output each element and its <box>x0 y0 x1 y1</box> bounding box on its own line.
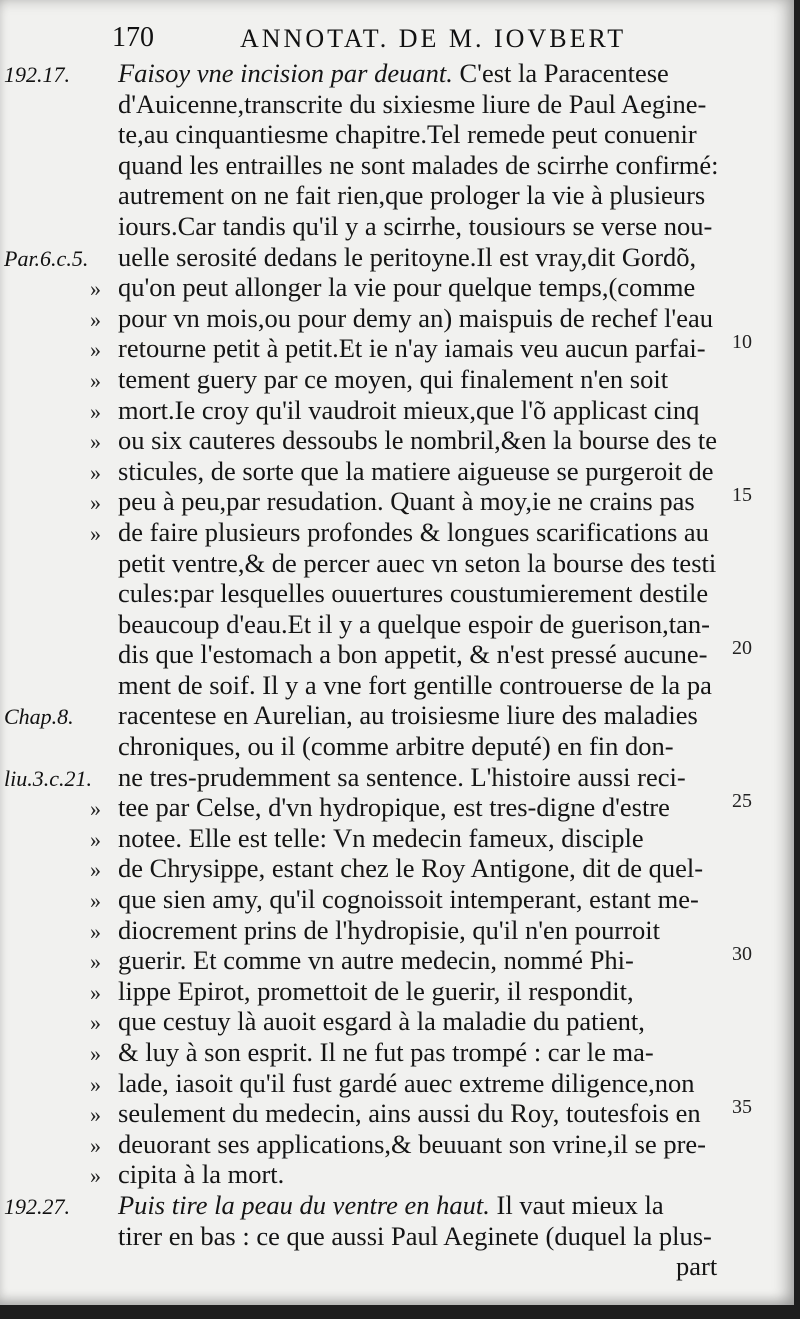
line-text: beaucoup d'eau.Et il y a quelque espoir de guerison,tan- <box>118 608 710 639</box>
text-line <box>0 89 794 120</box>
quote-mark: » <box>90 490 101 516</box>
text-line <box>0 823 794 854</box>
line-text: part <box>676 1251 718 1282</box>
quote-mark: » <box>90 520 101 546</box>
text-line <box>0 762 794 793</box>
quote-mark: » <box>90 796 101 822</box>
text-line <box>0 1098 794 1129</box>
lemma: Puis tire la peau du ventre en haut. <box>118 1189 490 1220</box>
running-title: ANNOTAT. DE M. IOVBERT <box>240 24 627 53</box>
line-text: ne tres-prudemment sa sentence. L'histoire aussi reci- <box>118 761 686 792</box>
line-text: pour vn mois,ou pour demy an) maispuis de rechef l'eau <box>118 302 713 333</box>
quote-mark: » <box>90 1071 101 1097</box>
line-text: cipita à la mort. <box>118 1159 285 1190</box>
text-line <box>0 1006 794 1037</box>
lemma: Faisoy vne incision par deuant. <box>118 58 453 88</box>
line-text: Faisoy vne incision par deuant. C'est la Paracentese <box>118 58 669 88</box>
text-line <box>0 639 794 670</box>
margin-reference: liu.3.c.21. <box>4 765 92 791</box>
quote-mark: » <box>90 1132 101 1158</box>
quote-mark: » <box>90 888 101 914</box>
line-text: tirer en bas : ce que aussi Paul Aeginete (duquel la plus- <box>118 1220 712 1251</box>
line-text: autrement on ne fait rien,que prologer la vie à plusieurs <box>118 180 706 211</box>
quote-mark: » <box>90 949 101 975</box>
line-text: petit ventre,& de percer auec vn seton la bourse des testi <box>118 547 717 578</box>
quote-mark: » <box>90 429 101 455</box>
text-line <box>0 333 794 364</box>
quote-mark: » <box>90 1102 101 1128</box>
line-text: guerir. Et comme vn autre medecin, nommé Phi- <box>118 945 634 976</box>
line-text: retourne petit à petit.Et ie n'ay iamais veu aucun parfai- <box>118 333 706 364</box>
text-line <box>0 1068 794 1099</box>
line-text: iours.Car tandis qu'il y a scirrhe, tousiours se verse nou- <box>118 210 713 241</box>
line-number: 15 <box>732 484 752 507</box>
line-text: que sien amy, qu'il cognoissoit intemperant, estant me- <box>118 884 699 915</box>
margin-reference: Par.6.c.5. <box>4 245 89 271</box>
text-line <box>0 395 794 426</box>
text-line <box>0 731 794 762</box>
text-line <box>0 792 794 823</box>
text-line <box>0 670 794 701</box>
text-line <box>0 1251 794 1282</box>
line-text: quand les entrailles ne sont malades de scirrhe confirmé: <box>118 149 719 180</box>
text-line <box>0 700 794 731</box>
text-line <box>0 884 794 915</box>
line-text: lade, iasoit qu'il fust gardé auec extreme diligence,non <box>118 1067 695 1098</box>
quote-mark: » <box>90 1163 101 1189</box>
page-number: 170 <box>112 22 154 53</box>
line-text: cules:par lesquelles ouuertures coustumierement destile <box>118 578 709 609</box>
text-line <box>0 976 794 1007</box>
margin-reference: 192.17. <box>4 62 70 87</box>
line-text: notee. Elle est telle: Vn medecin fameux, disciple <box>118 822 644 853</box>
line-number: 25 <box>732 790 752 813</box>
text-line <box>0 119 794 150</box>
quote-mark: » <box>90 918 101 944</box>
text-line <box>0 272 794 303</box>
quote-mark: » <box>90 459 101 485</box>
line-text: deuorant ses applications,& beuuant son vrine,il se pre- <box>118 1128 706 1159</box>
line-text: que cestuy là auoit esgard à la maladie du patient, <box>118 1006 645 1037</box>
line-text: sticules, de sorte que la matiere aigueuse se purgeroit de <box>118 455 714 486</box>
line-number: 20 <box>732 637 752 660</box>
line-text: Puis tire la peau du ventre en haut. Il vaut mieux la <box>118 1189 664 1220</box>
quote-mark: » <box>90 398 101 424</box>
text-line <box>0 915 794 946</box>
text-line <box>0 58 794 89</box>
line-text: dis que l'estomach a bon appetit, & n'est pressé aucune- <box>118 639 708 670</box>
text-line <box>0 517 794 548</box>
line-text: tement guery par ce moyen, qui finalement n'en soit <box>118 363 669 394</box>
text-line <box>0 180 794 211</box>
text-line <box>0 211 794 242</box>
running-header <box>0 22 794 62</box>
line-number: 10 <box>732 331 752 354</box>
text-line <box>0 242 794 273</box>
line-number: 30 <box>732 943 752 966</box>
line-text: & luy à son esprit. Il ne fut pas trompé : car le ma- <box>118 1037 654 1067</box>
line-text: diocrement prins de l'hydropisie, qu'il n'en pourroit <box>118 914 661 945</box>
line-text: chroniques, ou il (comme arbitre deputé) en fin don- <box>118 731 674 762</box>
text-line <box>0 853 794 884</box>
text-line <box>0 609 794 640</box>
line-text: lippe Epirot, promettoit de le guerir, il respondit, <box>118 975 634 1006</box>
quote-mark: » <box>90 979 101 1005</box>
margin-reference: 192.27. <box>4 1193 70 1219</box>
text-line <box>0 303 794 334</box>
line-text: peu à peu,par resudation. Quant à moy,ie ne crains pas <box>118 486 695 517</box>
line-text: ou six cauteres dessoubs le nombril,&en la bourse des te <box>118 425 718 456</box>
quote-mark: » <box>90 306 101 332</box>
line-text: te,au cinquantiesme chapitre.Tel remede peut conuenir <box>118 119 697 150</box>
quote-mark: » <box>90 337 101 363</box>
line-text: seulement du medecin, ains aussi du Roy, toutesfois en <box>118 1098 701 1129</box>
quote-mark: » <box>90 1041 101 1066</box>
text-line <box>0 1159 794 1190</box>
quote-mark: » <box>90 1010 101 1036</box>
quote-mark: » <box>90 367 101 393</box>
text-line <box>0 486 794 517</box>
text-line <box>0 1037 794 1068</box>
text-line <box>0 456 794 487</box>
text-line <box>0 945 794 976</box>
line-number: 35 <box>732 1096 752 1119</box>
line-text: de Chrysippe, estant chez le Roy Antigone, dit de quel- <box>118 853 704 884</box>
line-text: de faire plusieurs profondes & longues scarifications au <box>118 516 709 547</box>
line-text: tee par Celse, d'vn hydropique, est tres-digne d'estre <box>118 792 670 823</box>
line-text: uelle serosité dedans le peritoyne.Il est vray,dit Gordõ, <box>118 241 697 272</box>
margin-reference: Chap.8. <box>4 704 74 730</box>
text-line <box>0 1129 794 1160</box>
text-line <box>0 578 794 609</box>
text-line <box>0 1221 794 1252</box>
quote-mark: » <box>90 857 101 883</box>
body-text <box>0 58 794 1282</box>
quote-mark: » <box>90 826 101 852</box>
text-line <box>0 425 794 456</box>
line-text: racentese en Aurelian, au troisiesme liure des maladies <box>118 700 698 731</box>
line-text: qu'on peut allonger la vie pour quelque temps,(comme <box>118 272 696 303</box>
line-text: ment de soif. Il y a vne fort gentille controuerse de la pa <box>118 669 712 700</box>
line-text: mort.Ie croy qu'il vaudroit mieux,que l'õ applicast cinq <box>118 394 700 425</box>
text-line <box>0 1190 794 1221</box>
text-line <box>0 548 794 579</box>
text-line <box>0 364 794 395</box>
text-line <box>0 150 794 181</box>
line-text: d'Auicenne,transcrite du sixiesme liure de Paul Aegine- <box>118 88 707 119</box>
quote-mark: » <box>90 276 101 302</box>
